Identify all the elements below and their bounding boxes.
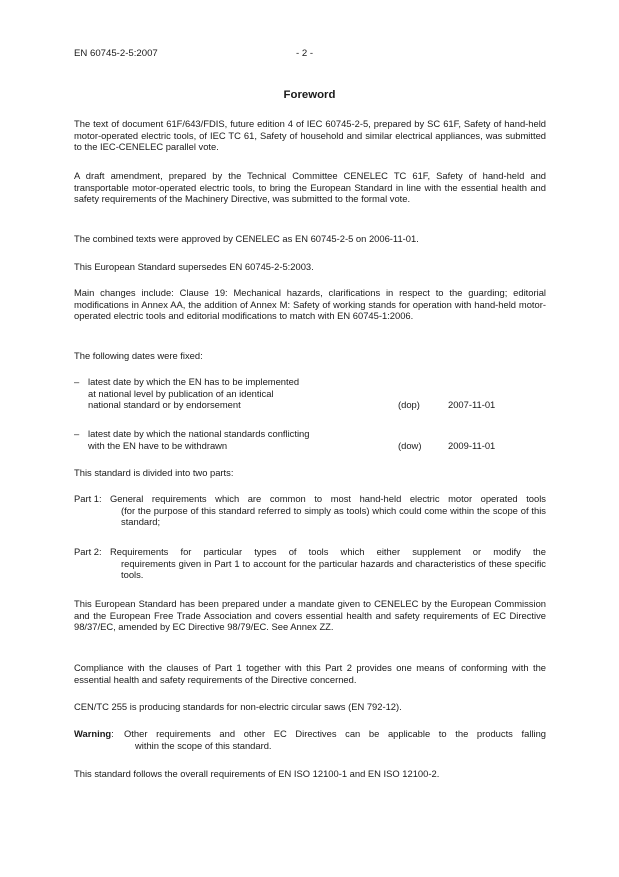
warning-label — [74, 728, 114, 740]
part-line: General requirements which are common to most hand-held electric motor operated tools — [110, 493, 546, 504]
page-title: Foreword — [283, 89, 336, 101]
paragraph-2: A draft amendment, prepared by the Technical Committee CENELEC TC 61F, Safety of hand-held and transportable motor-operated electric tools, to bring the European Standard in line with the essential health and safety requirements of the Machinery Directive, was submitted to the formal vote. — [74, 170, 546, 205]
paragraph-11: This standard follows the overall requirements of EN ISO 12100-1 and EN ISO 12100-2. — [74, 768, 440, 779]
part-label: Part 2: — [74, 546, 102, 557]
part-description — [110, 546, 546, 581]
date-item-text — [88, 428, 388, 451]
warning-text — [124, 728, 546, 751]
paragraph-10: CEN/TC 255 is producing standards for non-electric circular saws (EN 792-12). — [74, 701, 402, 712]
paragraph-3: The combined texts were approved by CENELEC as EN 60745-2-5 on 2006-11-01. — [74, 233, 419, 244]
warning-label-text: Warning — [74, 728, 112, 739]
part-line: (for the purpose of this standard referred to simply as tools) which could come within the scope of this standard; — [121, 504, 546, 528]
paragraph-8: This European Standard has been prepared under a mandate given to CENELEC by the European Commission and the European Free Trade Association and covers essential health and safety requirements of EC Directive 98/37/EC, amended by EC Directive 98/79/EC. See Annex ZZ. — [74, 598, 546, 633]
date-item-line: with the EN have to be withdrawn — [88, 439, 228, 451]
warning-line: Other requirements and other EC Directives can be applicable to the products falling — [124, 728, 546, 739]
part-label: Part 1: — [74, 493, 102, 504]
paragraph-6: The following dates were fixed: — [74, 350, 203, 361]
date-item-line: latest date by which the EN has to be implemented — [88, 376, 300, 387]
part-line: requirements given in Part 1 to account for the particular hazards and characteristics of these specific tools. — [121, 557, 546, 581]
date-item-line: at national level by publication of an identical — [88, 387, 274, 399]
date-item-text — [88, 376, 388, 411]
date-value: 2009-11-01 — [448, 440, 496, 451]
part-line: Requirements for particular types of tools which either supplement or modify the — [110, 546, 546, 557]
paragraph-7: This standard is divided into two parts: — [74, 467, 234, 478]
paragraph-5: Main changes include: Clause 19: Mechanical hazards, clarifications in respect to the guarding; editorial modifications in Annex AA, the addition of Annex M: Safety of working stands for operation with hand-held motor-operated electric tools and editorial modifications to match with EN 60745-1:2006. — [74, 287, 546, 322]
date-item-line: latest date by which the national standards conflicting — [88, 428, 310, 439]
page-number: - 2 - — [296, 48, 314, 59]
date-code: (dop) — [398, 399, 420, 410]
warning-colon: : — [111, 728, 114, 739]
date-code: (dow) — [398, 440, 422, 451]
document-id: EN 60745-2-5:2007 — [74, 48, 158, 59]
warning-line: within the scope of this standard. — [135, 739, 272, 751]
paragraph-4: This European Standard supersedes EN 60745-2-5:2003. — [74, 261, 314, 272]
paragraph-9: Compliance with the clauses of Part 1 together with this Part 2 provides one means of conforming with the essential health and safety requirements of the Directive concerned. — [74, 662, 546, 685]
date-value: 2007-11-01 — [448, 399, 496, 410]
part-description — [110, 493, 546, 528]
paragraph-1: The text of document 61F/643/FDIS, future edition 4 of IEC 60745-2-5, prepared by SC 61F, Safety of hand-held motor-operated electric tools, of IEC TC 61, Safety of household and similar electrical appliances, was submitted to the IEC-CENELEC parallel vote. — [74, 118, 546, 153]
dash-bullet: – — [74, 428, 80, 439]
dash-bullet: – — [74, 376, 80, 387]
date-item-line: national standard or by endorsement — [88, 399, 241, 411]
